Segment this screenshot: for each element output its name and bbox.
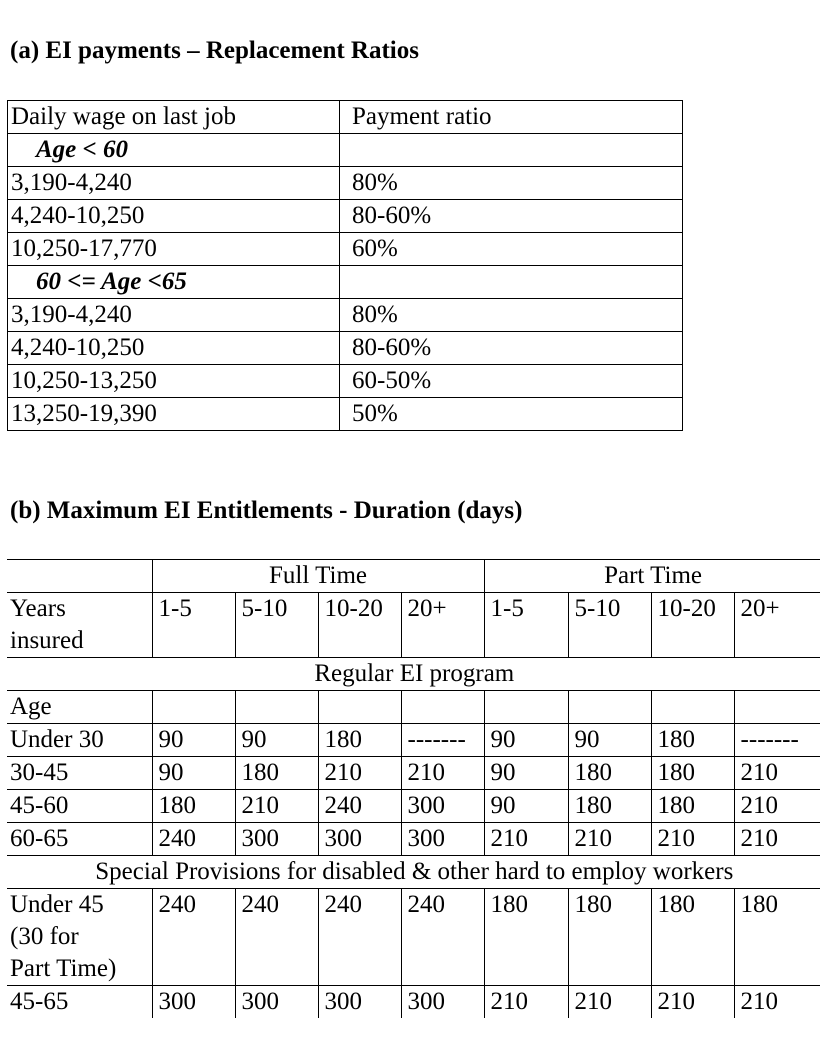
duration-cell: 240	[235, 889, 318, 986]
age-cell: 45-60	[7, 790, 152, 823]
duration-cell: 210	[734, 986, 820, 1019]
table-a-header-row	[8, 101, 683, 134]
wage-range-cell: 4,240-10,250	[8, 200, 340, 233]
table-row	[8, 398, 683, 431]
duration-cell: 90	[484, 790, 568, 823]
full-time-header: Full Time	[152, 560, 484, 593]
special-provisions-row	[7, 856, 820, 889]
wage-range-cell: 10,250-17,770	[8, 233, 340, 266]
table-row	[7, 724, 820, 757]
duration-cell: 180	[235, 757, 318, 790]
duration-cell: -------	[734, 724, 820, 757]
duration-cell: 300	[401, 790, 484, 823]
payment-ratio-cell: 80-60%	[340, 200, 683, 233]
duration-cell: 210	[651, 986, 734, 1019]
duration-cell: 180	[651, 724, 734, 757]
duration-cell: 180	[568, 790, 651, 823]
table-row	[8, 200, 683, 233]
age-cell: Under 30	[7, 724, 152, 757]
age-group-label: 60 <= Age <65	[8, 266, 340, 299]
special-provisions-label: Special Provisions for disabled & other hard to employ workers	[7, 856, 820, 889]
duration-cell: 210	[651, 823, 734, 856]
years-insured-row	[7, 593, 820, 658]
duration-cell: 210	[318, 757, 401, 790]
age-group-row	[8, 266, 683, 299]
duration-cell: 210	[568, 986, 651, 1019]
years-insured-label	[7, 593, 152, 658]
empty-corner-cell	[7, 560, 152, 593]
empty-cell	[318, 691, 401, 724]
duration-cell: 90	[568, 724, 651, 757]
duration-cell: 300	[235, 986, 318, 1019]
duration-cell: 240	[152, 823, 235, 856]
table-row	[7, 889, 820, 986]
duration-cell: 210	[401, 757, 484, 790]
duration-cell: 90	[235, 724, 318, 757]
wage-range-cell: 10,250-13,250	[8, 365, 340, 398]
duration-cell: 210	[484, 986, 568, 1019]
year-band-header: 5-10	[568, 593, 651, 658]
part-time-header: Part Time	[484, 560, 820, 593]
age-cell-line: (30 for	[10, 923, 79, 950]
years-insured-label-line: Years	[10, 595, 66, 622]
age-cell	[7, 986, 152, 1019]
year-band-header: 10-20	[651, 593, 734, 658]
duration-cell: 300	[401, 823, 484, 856]
duration-cell: 180	[484, 889, 568, 986]
duration-cell: 210	[734, 823, 820, 856]
duration-cell: 300	[235, 823, 318, 856]
table-row	[7, 986, 820, 1019]
table-row	[7, 757, 820, 790]
age-label: Age	[7, 691, 152, 724]
duration-cell: 210	[734, 790, 820, 823]
age-cell-line: Part Time)	[10, 955, 117, 982]
section-a-title: (a) EI payments – Replacement Ratios	[10, 37, 419, 64]
payment-ratio-cell: 80%	[340, 167, 683, 200]
payment-ratio-cell: 60-50%	[340, 365, 683, 398]
header-daily-wage: Daily wage on last job	[8, 101, 340, 134]
year-band-header: 5-10	[235, 593, 318, 658]
empty-cell	[734, 691, 820, 724]
duration-cell: 180	[651, 757, 734, 790]
age-cell-line: 45-65	[10, 988, 69, 1015]
age-group-empty-cell	[340, 134, 683, 167]
wage-range-cell: 4,240-10,250	[8, 332, 340, 365]
year-band-header: 20+	[734, 593, 820, 658]
duration-cell: 240	[318, 790, 401, 823]
entitlements-table	[7, 559, 820, 1018]
duration-cell: 180	[318, 724, 401, 757]
duration-cell: 210	[734, 757, 820, 790]
duration-cell: 300	[152, 986, 235, 1019]
age-group-empty-cell	[340, 266, 683, 299]
regular-program-label: Regular EI program	[7, 658, 820, 691]
wage-range-cell: 3,190-4,240	[8, 167, 340, 200]
year-band-header: 20+	[401, 593, 484, 658]
age-cell	[7, 889, 152, 986]
year-band-header: 1-5	[484, 593, 568, 658]
duration-cell: 90	[484, 724, 568, 757]
age-cell: 60-65	[7, 823, 152, 856]
duration-cell: 300	[318, 986, 401, 1019]
duration-cell: 90	[484, 757, 568, 790]
duration-cell: 210	[568, 823, 651, 856]
duration-cell: 180	[568, 757, 651, 790]
empty-cell	[568, 691, 651, 724]
duration-cell: 240	[152, 889, 235, 986]
table-row	[7, 790, 820, 823]
table-row	[8, 332, 683, 365]
duration-cell: 90	[152, 724, 235, 757]
payment-ratio-cell: 60%	[340, 233, 683, 266]
empty-cell	[651, 691, 734, 724]
age-group-label: Age < 60	[8, 134, 340, 167]
age-cell-line: Under 45	[10, 891, 104, 918]
duration-cell: 240	[401, 889, 484, 986]
duration-cell: 180	[651, 790, 734, 823]
duration-cell: 240	[318, 889, 401, 986]
year-band-header: 1-5	[152, 593, 235, 658]
year-band-header: 10-20	[318, 593, 401, 658]
age-group-row	[8, 134, 683, 167]
employment-type-header-row	[7, 560, 820, 593]
duration-cell: -------	[401, 724, 484, 757]
table-row	[8, 299, 683, 332]
table-row	[7, 823, 820, 856]
duration-cell: 180	[734, 889, 820, 986]
payment-ratio-cell: 80-60%	[340, 332, 683, 365]
duration-cell: 300	[401, 986, 484, 1019]
wage-range-cell: 3,190-4,240	[8, 299, 340, 332]
duration-cell: 210	[484, 823, 568, 856]
duration-cell: 180	[152, 790, 235, 823]
payment-ratio-cell: 50%	[340, 398, 683, 431]
empty-cell	[235, 691, 318, 724]
header-payment-ratio: Payment ratio	[340, 101, 683, 134]
empty-cell	[401, 691, 484, 724]
duration-cell: 300	[318, 823, 401, 856]
table-row	[8, 365, 683, 398]
empty-cell	[484, 691, 568, 724]
wage-range-cell: 13,250-19,390	[8, 398, 340, 431]
years-insured-label-line: insured	[10, 627, 84, 654]
payment-ratio-cell: 80%	[340, 299, 683, 332]
duration-cell: 180	[568, 889, 651, 986]
duration-cell: 180	[651, 889, 734, 986]
section-b-title: (b) Maximum EI Entitlements - Duration (days)	[10, 497, 523, 524]
empty-cell	[152, 691, 235, 724]
age-label-row	[7, 691, 820, 724]
duration-cell: 90	[152, 757, 235, 790]
regular-program-row	[7, 658, 820, 691]
table-row	[8, 167, 683, 200]
replacement-ratios-table	[7, 100, 683, 431]
age-cell: 30-45	[7, 757, 152, 790]
table-row	[8, 233, 683, 266]
duration-cell: 210	[235, 790, 318, 823]
